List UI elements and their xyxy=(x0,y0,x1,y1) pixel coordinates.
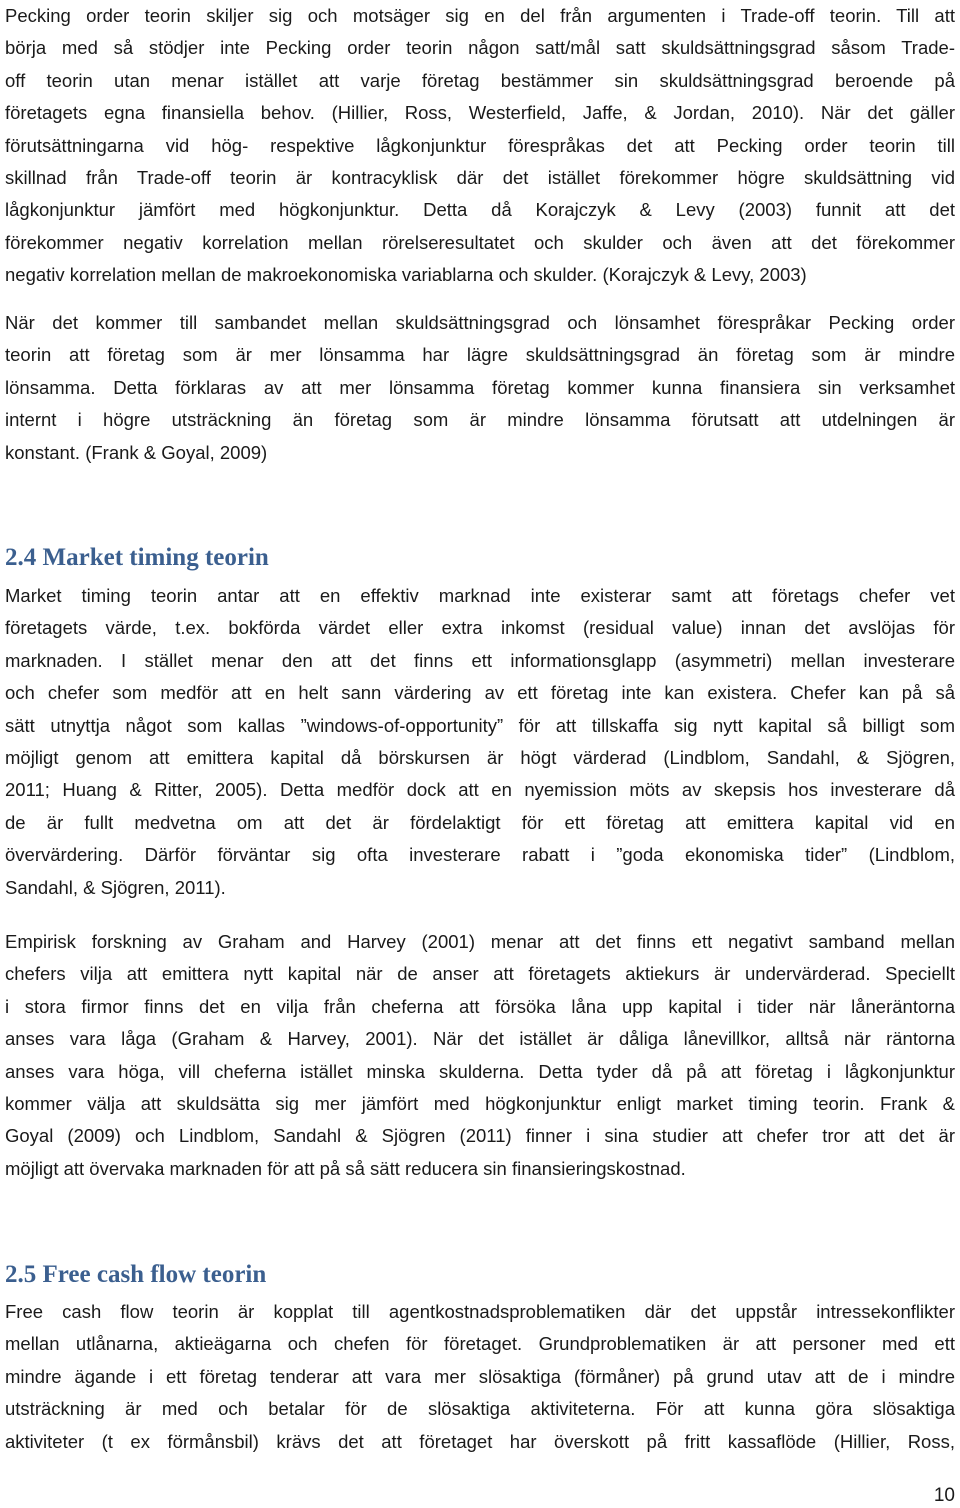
page-number: 10 xyxy=(933,1485,955,1506)
text-line: anses vara höga, vill cheferna istället minska skulderna. Detta tyder då på att företag i lågkonjunktur xyxy=(5,1060,955,1082)
text-line: internt i högre utsträckning än företag som är mindre lönsamma förutsatt att utdelningen är xyxy=(5,409,955,431)
text-line: möjligt genom att emittera kapital då börskursen är högt värderad (Lindblom, Sandahl, & Sjögren, xyxy=(5,747,955,769)
text-line: förutsättningarna vid hög- respektive lågkonjunktur förespråkas det att Pecking order teorin till xyxy=(5,134,955,156)
paragraph-pecking-order-profitability xyxy=(5,307,955,469)
paragraph-empirical-research xyxy=(5,926,955,1185)
text-line: möjligt att övervaka marknaden för att på så sätt reducera sin finansieringskostnad. xyxy=(5,1157,686,1179)
text-line: Free cash flow teorin är kopplat till agentkostnadsproblematiken där det uppstår intressekonflikter xyxy=(5,1301,955,1322)
section-heading-market-timing: 2.4 Market timing teorin xyxy=(5,544,269,571)
paragraph-pecking-order-vs-trade-off xyxy=(5,0,955,292)
text-line: skillnad från Trade-off teorin är kontracyklisk där det istället förekommer högre skuldsättning vid xyxy=(5,167,955,189)
text-line: Sandahl, & Sjögren, 2011). xyxy=(5,876,226,898)
text-line: sätt utnyttja något som kallas ”windows-of-opportunity” för att tillskaffa sig nytt kapital så billigt som xyxy=(5,714,955,736)
text-line: lönsamma. Detta förklaras av att mer lönsamma företag kommer kunna finansiera sin verksamhet xyxy=(5,376,955,398)
paragraph-free-cash-flow-theory xyxy=(5,1296,955,1458)
text-line: mellan utlånarna, aktieägarna och chefen för företaget. Grundproblematiken är att personer med ett xyxy=(5,1333,955,1355)
text-line: Pecking order teorin skiljer sig och motsäger sig en del från argumenten i Trade-off teorin. Till att xyxy=(5,5,955,26)
text-line: chefers vilja att emittera nytt kapital när de anser att företagets aktiekurs är undervärderad. Speciellt xyxy=(5,963,955,985)
text-line: företagets värde, t.ex. bokförda värdet eller extra inkomst (residual value) innan det avslöjas för xyxy=(5,617,955,639)
text-line: negativ korrelation mellan de makroekonomiska variablarna och skulder. (Korajczyk & Levy, 2003) xyxy=(5,264,807,286)
text-line: teorin att företag som är mer lönsamma har lägre skuldsättningsgrad än företag som är mindre xyxy=(5,344,955,366)
text-line: Goyal (2009) och Lindblom, Sandahl & Sjögren (2011) finner i sina studier att chefer tror att det är xyxy=(5,1125,955,1147)
text-line: övervärdering. Därför förväntar sig ofta investerare rabatt i ”goda ekonomiska tider” (Lindblom, xyxy=(5,844,955,866)
text-line: företagets egna finansiella behov. (Hillier, Ross, Westerfield, Jaffe, & Jordan, 2010). När det gäller xyxy=(5,102,955,124)
text-line: förekommer negativ korrelation mellan rörelseresultatet och skulder och även att det förekommer xyxy=(5,231,955,253)
text-line: kommer välja att skuldsätta sig mer jämfört med högkonjunktur enligt market timing teorin. Frank & xyxy=(5,1093,955,1115)
text-line: anses vara låga (Graham & Harvey, 2001). När det istället är dåliga lånevillkor, alltså när räntorna xyxy=(5,1028,955,1050)
section-heading-free-cash-flow: 2.5 Free cash flow teorin xyxy=(5,1261,267,1288)
text-line: konstant. (Frank & Goyal, 2009) xyxy=(5,441,268,463)
text-line: 2011; Huang & Ritter, 2005). Detta medför dock att en nyemission möts av skepsis hos investerare då xyxy=(5,779,955,801)
text-line: de är fullt medvetna om att det är fördelaktigt för ett företag att emittera kapital vid en xyxy=(5,811,955,833)
text-line: utsträckning är med och betalar för de slösaktiga aktiviteterna. För att kunna göra slösaktiga xyxy=(5,1398,955,1420)
text-line: Market timing teorin antar att en effektiv marknad inte existerar samt att företags chefer vet xyxy=(5,585,955,606)
text-line: börja med så stödjer inte Pecking order teorin någon satt/mål satt skuldsättningsgrad såsom Trade- xyxy=(5,37,955,59)
text-line: Empirisk forskning av Graham and Harvey (2001) menar att det finns ett negativt samband mellan xyxy=(5,931,955,952)
paragraph-market-timing-theory xyxy=(5,580,955,904)
text-line: i stora firmor finns det en vilja från cheferna att försöka låna upp kapital i tider när låneräntorna xyxy=(5,995,955,1017)
text-line: lågkonjunktur jämfört med högkonjunktur. Detta då Korajczyk & Levy (2003) funnit att det xyxy=(5,199,955,221)
text-line: och chefer som medför att en helt sann värdering av ett företag inte kan existera. Chefer kan på så xyxy=(5,682,955,704)
text-line: marknaden. I stället menar den att det finns ett informationsglapp (asymmetri) mellan investerare xyxy=(5,649,955,671)
text-line: mindre ägande i ett företag tenderar att vara mer slösaktiga (förmåner) på grund utav att de i mindre xyxy=(5,1365,955,1387)
text-line: off teorin utan menar istället att varje företag bestämmer sin skuldsättningsgrad beroende på xyxy=(5,69,955,91)
text-line: När det kommer till sambandet mellan skuldsättningsgrad och lönsamhet förespråkar Pecking order xyxy=(5,312,955,333)
text-line: aktiviteter (t ex förmånsbil) krävs det att företaget har överskott på fritt kassaflöde (Hillier, Ross, xyxy=(5,1430,955,1452)
